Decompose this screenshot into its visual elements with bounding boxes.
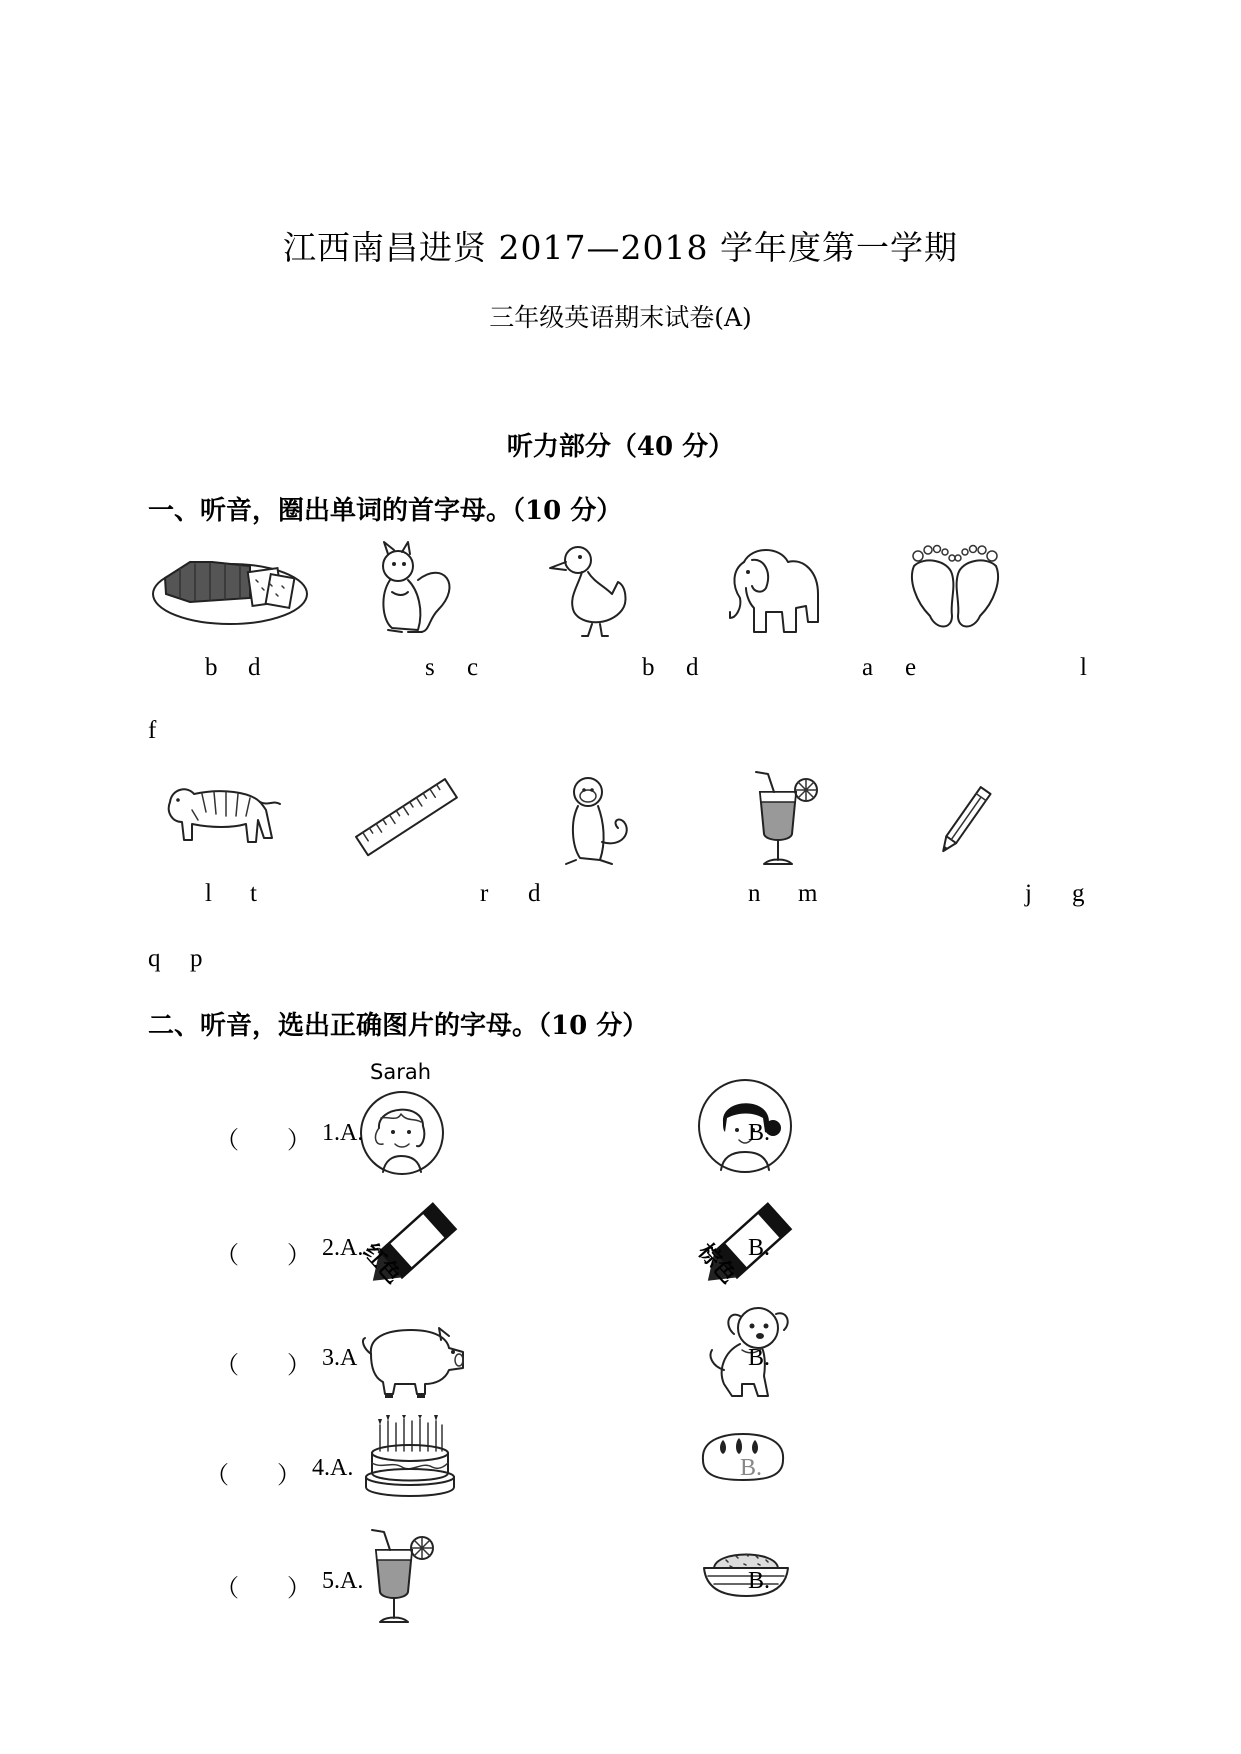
red-crayon-text: 红色	[357, 1239, 406, 1289]
choice-letter[interactable]: q	[148, 945, 161, 972]
choice-letter[interactable]: s	[425, 654, 435, 681]
exam-subtitle: 三年级英语期末试卷(A)	[489, 303, 752, 332]
option-b-label: B.	[748, 1568, 771, 1594]
part1-heading: 一、听音，圈出单词的首字母。（10 分）	[148, 496, 623, 526]
choice-letter[interactable]: d	[528, 880, 541, 907]
squirrel-icon	[368, 540, 458, 638]
choice-letter[interactable]: e	[905, 654, 917, 681]
option-b-label: B.	[740, 1455, 763, 1481]
choice-letter[interactable]: r	[480, 880, 489, 907]
choice-letter[interactable]: c	[467, 654, 479, 681]
part2-heading: 二、听音，选出正确图片的字母。（10 分）	[148, 1011, 649, 1041]
ruler-icon	[352, 772, 462, 864]
listening-section-heading: 听力部分（40 分）	[506, 432, 735, 462]
option-b-label: B.	[748, 1120, 771, 1146]
girl-sarah-icon	[357, 1088, 447, 1178]
pencil-icon	[935, 780, 995, 860]
option-a-label: 1.A.	[322, 1120, 364, 1146]
option-a-label: 2.A.	[322, 1235, 364, 1261]
juice-icon	[368, 1528, 438, 1628]
girl-b-icon	[697, 1078, 793, 1174]
birthday-cake-icon	[362, 1415, 458, 1503]
answer-paren[interactable]: （ ）	[215, 1576, 311, 1602]
choice-letter[interactable]: l	[205, 880, 212, 907]
choice-letter[interactable]: d	[686, 654, 699, 681]
choice-letter[interactable]: f	[148, 717, 157, 744]
choice-letter[interactable]: n	[748, 880, 761, 907]
choice-letter[interactable]: j	[1025, 880, 1032, 907]
option-a-label: 3.A	[322, 1345, 358, 1371]
option-a-label: 5.A.	[322, 1568, 364, 1594]
choice-letter[interactable]: t	[250, 880, 257, 907]
rice-bowl-icon	[700, 1542, 792, 1604]
choice-letter[interactable]: p	[190, 945, 203, 972]
choice-letter[interactable]: m	[798, 880, 818, 907]
brown-crayon-text: 棕色	[692, 1239, 741, 1289]
tiger-icon	[162, 780, 287, 852]
choice-letter[interactable]: l	[1080, 654, 1087, 681]
exam-title: 江西南昌进贤 2017—2018 学年度第一学期	[283, 228, 958, 267]
answer-paren[interactable]: （ ）	[205, 1463, 301, 1489]
choice-letter[interactable]: d	[248, 654, 261, 681]
elephant-icon	[722, 542, 822, 638]
choice-letter[interactable]: a	[862, 654, 874, 681]
monkey-icon	[552, 772, 642, 868]
option-b-label: B.	[748, 1345, 771, 1371]
feet-icon	[900, 540, 1010, 640]
sarah-label: Sarah	[370, 1060, 432, 1084]
juice-icon	[752, 770, 822, 870]
choice-letter[interactable]: g	[1072, 880, 1085, 907]
pig-icon	[355, 1318, 467, 1400]
option-a-label: 4.A.	[312, 1455, 354, 1481]
duck-icon	[548, 542, 638, 638]
choice-letter[interactable]: b	[205, 654, 218, 681]
option-b-label: B.	[748, 1235, 771, 1261]
answer-paren[interactable]: （ ）	[215, 1243, 311, 1269]
answer-paren[interactable]: （ ）	[215, 1128, 311, 1154]
answer-paren[interactable]: （ ）	[215, 1353, 311, 1379]
bread-icon	[150, 548, 310, 628]
choice-letter[interactable]: b	[642, 654, 655, 681]
